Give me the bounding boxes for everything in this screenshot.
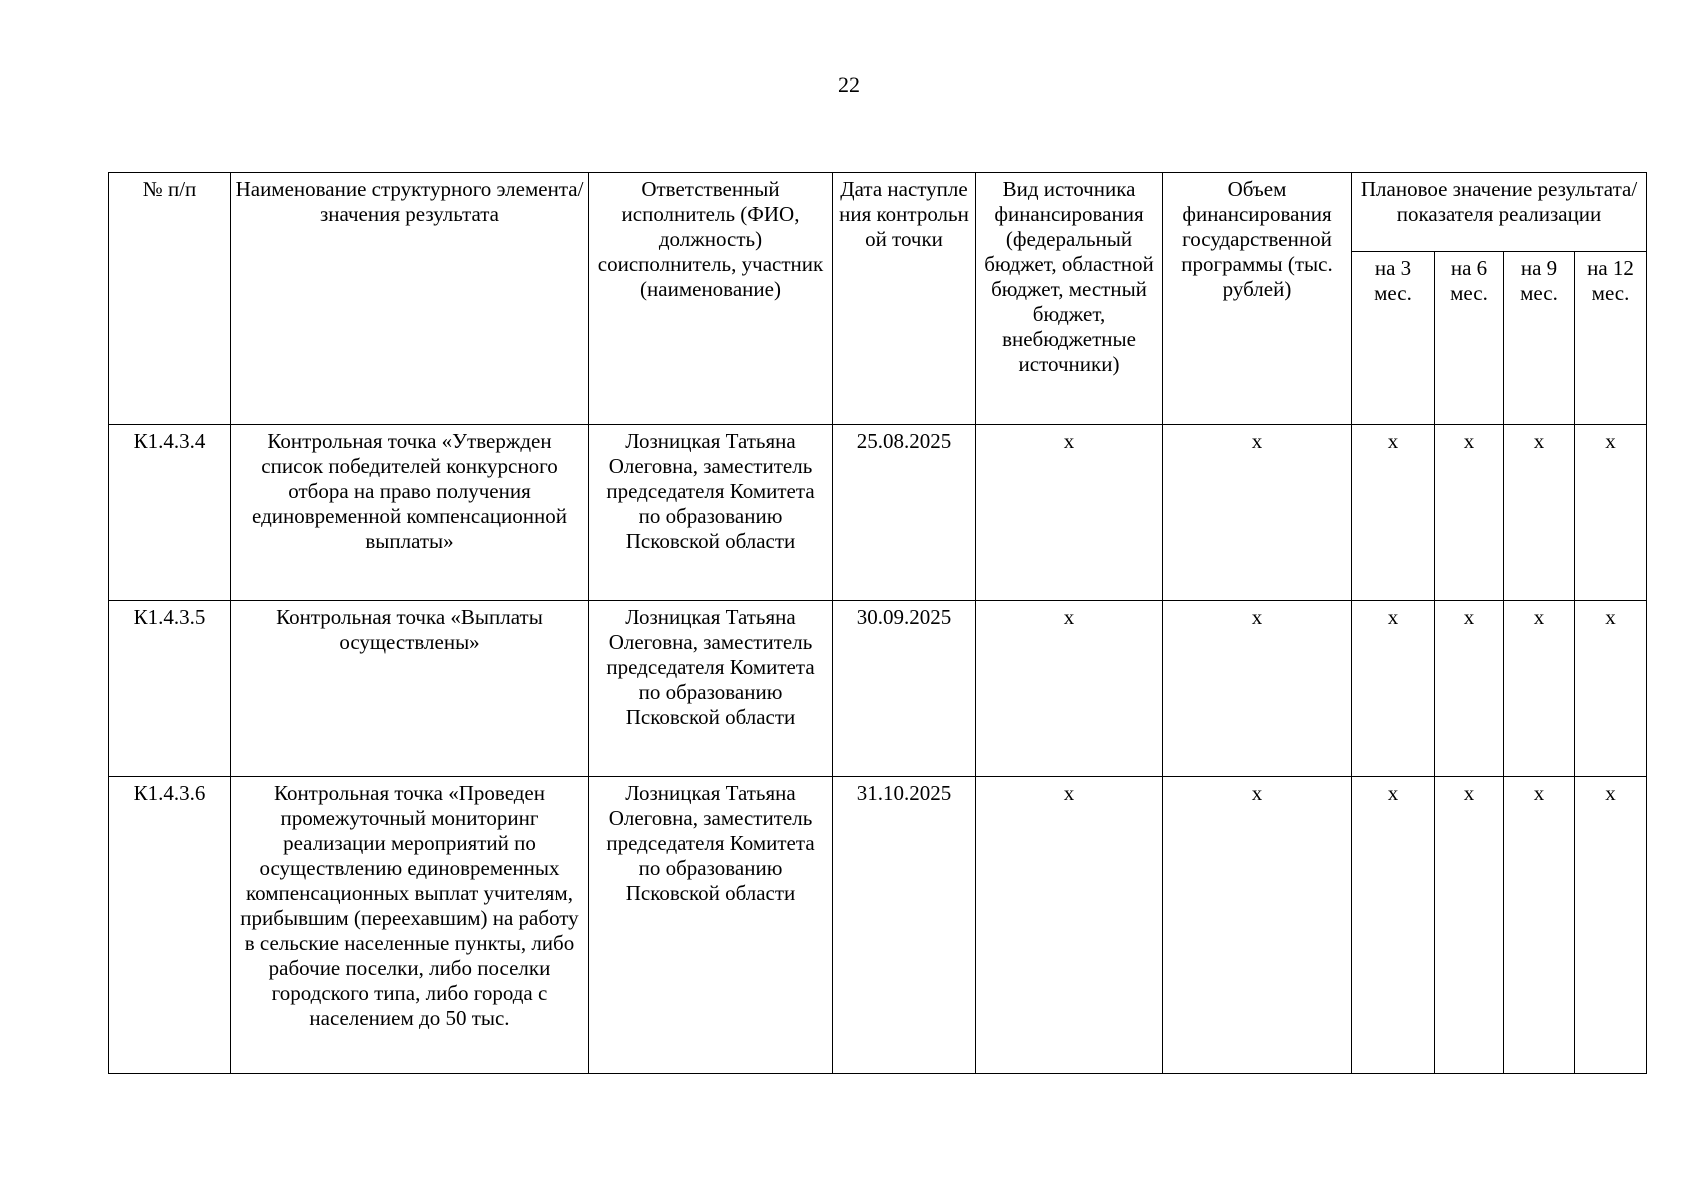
cell-source: х	[976, 777, 1163, 1074]
cell-m12: х	[1575, 777, 1647, 1074]
cell-m12: х	[1575, 425, 1647, 601]
cell-date: 31.10.2025	[833, 777, 976, 1074]
cell-m3: х	[1352, 777, 1435, 1074]
table-row	[109, 425, 1647, 601]
cell-responsible: Лозницкая Татьяна Олеговна, заместитель председателя Комитета по образованию Псковской области	[589, 777, 833, 1074]
cell-m6: х	[1435, 777, 1504, 1074]
cell-num: К1.4.3.4	[109, 425, 231, 601]
cell-name: Контрольная точка «Проведен промежуточный мониторинг реализации мероприятий по осуществлению единовременных компенсационных выплат учителям, прибывшим (переехавшим) на работу в сельские населенные пункты, либо рабочие поселки, либо поселки городского типа, либо города с населением до 50 тыс.	[231, 777, 589, 1074]
cell-m9: х	[1504, 425, 1575, 601]
cell-m12: х	[1575, 601, 1647, 777]
cell-responsible: Лозницкая Татьяна Олеговна, заместитель председателя Комитета по образованию Псковской области	[589, 425, 833, 601]
header-m6: на 6 мес.	[1435, 252, 1504, 425]
header-volume: Объем финансирования государственной программы (тыс. рублей)	[1163, 173, 1352, 425]
header-m12: на 12 мес.	[1575, 252, 1647, 425]
cell-date: 25.08.2025	[833, 425, 976, 601]
header-name: Наименование структурного элемента/ значения результата	[231, 173, 589, 425]
cell-m6: х	[1435, 425, 1504, 601]
control-points-table	[108, 172, 1647, 1074]
cell-name: Контрольная точка «Утвержден список победителей конкурсного отбора на право получения единовременной компенсационной выплаты»	[231, 425, 589, 601]
cell-date: 30.09.2025	[833, 601, 976, 777]
table-row	[109, 777, 1647, 1074]
cell-num: К1.4.3.6	[109, 777, 231, 1074]
cell-name: Контрольная точка «Выплаты осуществлены»	[231, 601, 589, 777]
cell-source: х	[976, 425, 1163, 601]
header-responsible: Ответственный исполнитель (ФИО, должность) соисполнитель, участник (наименование)	[589, 173, 833, 425]
cell-responsible: Лозницкая Татьяна Олеговна, заместитель председателя Комитета по образованию Псковской области	[589, 601, 833, 777]
header-m9: на 9 мес.	[1504, 252, 1575, 425]
cell-source: х	[976, 601, 1163, 777]
table-row	[109, 601, 1647, 777]
header-planned: Плановое значение результата/показателя реализации	[1352, 173, 1647, 252]
cell-m3: х	[1352, 601, 1435, 777]
header-date: Дата наступления контрольной точки	[833, 173, 976, 425]
cell-num: К1.4.3.5	[109, 601, 231, 777]
cell-volume: х	[1163, 601, 1352, 777]
cell-m9: х	[1504, 777, 1575, 1074]
cell-m9: х	[1504, 601, 1575, 777]
cell-m3: х	[1352, 425, 1435, 601]
cell-volume: х	[1163, 777, 1352, 1074]
cell-m6: х	[1435, 601, 1504, 777]
header-num: № п/п	[109, 173, 231, 425]
header-m3: на 3 мес.	[1352, 252, 1435, 425]
table-header-row	[109, 173, 1647, 252]
header-source: Вид источника финансирования (федеральный бюджет, областной бюджет, местный бюджет, внебюджетные источники)	[976, 173, 1163, 425]
page-number: 22	[838, 72, 860, 97]
cell-volume: х	[1163, 425, 1352, 601]
